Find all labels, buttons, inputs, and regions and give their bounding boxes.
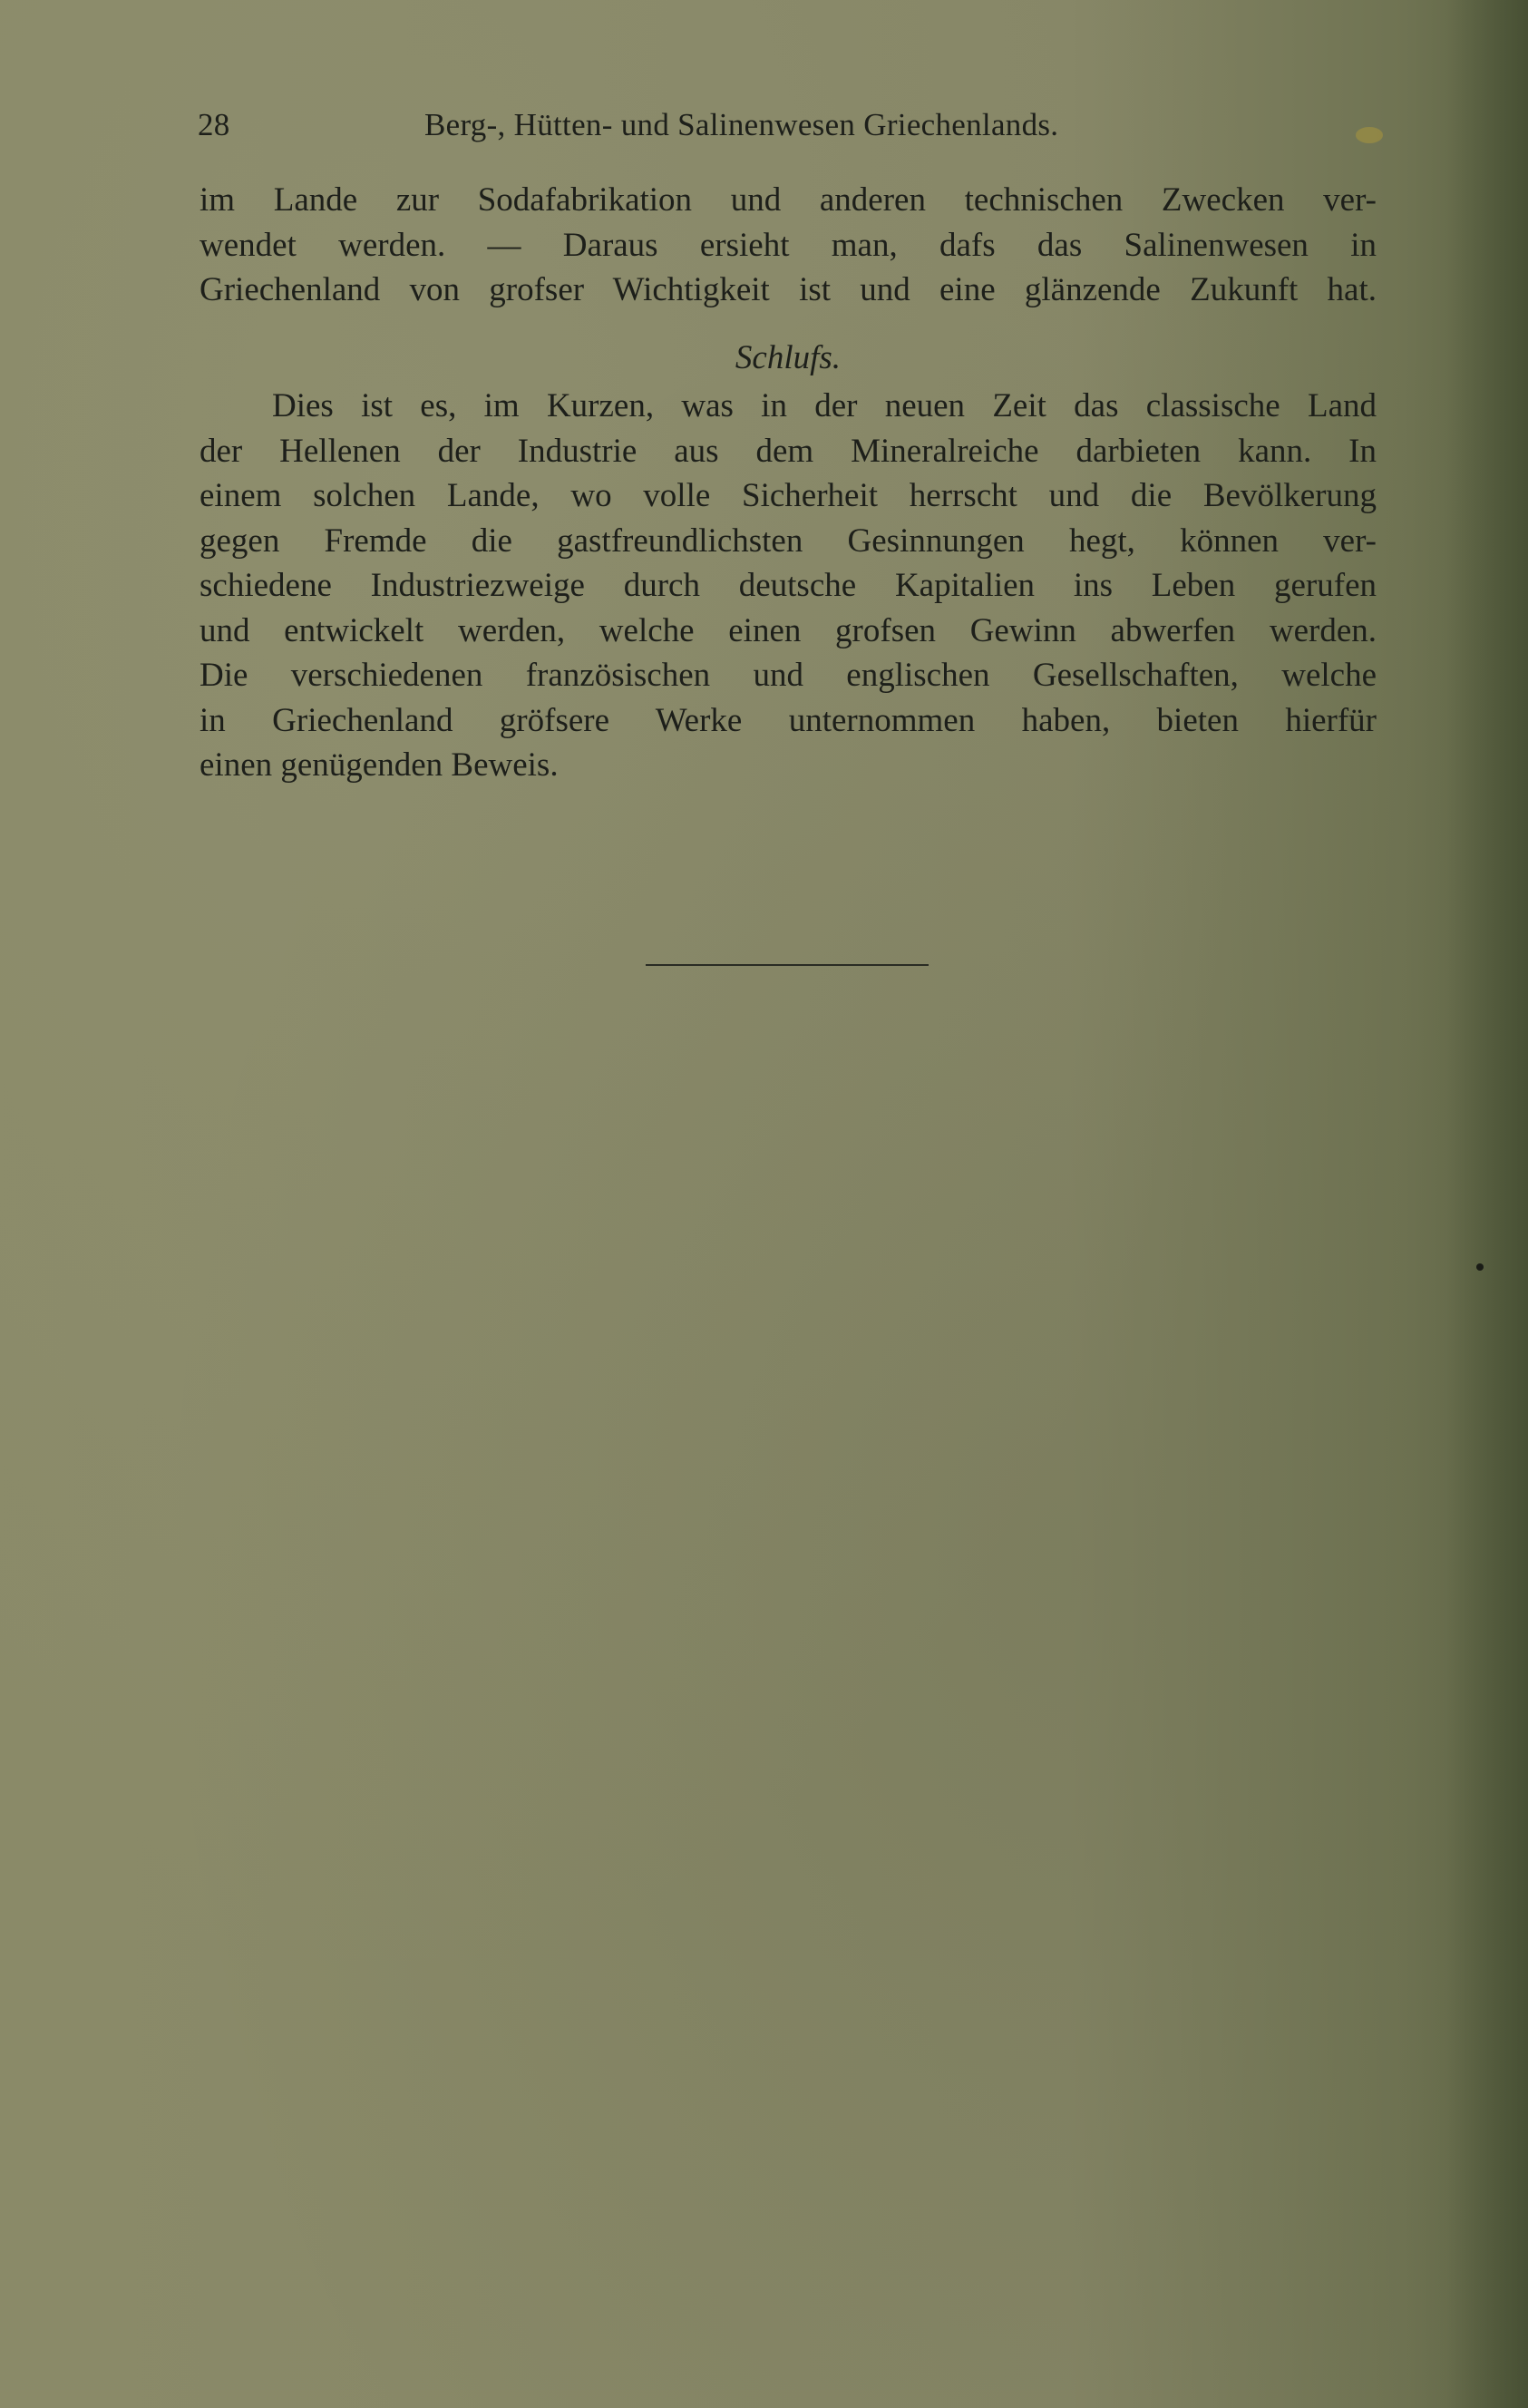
text-line: und entwickelt werden, welche einen grofsen Gewinn abwerfen werden.: [200, 611, 1377, 649]
page-header: [198, 107, 1377, 147]
ink-speck: [1476, 1263, 1484, 1271]
paragraph-continuation: [200, 178, 1377, 313]
paragraph-conclusion: [200, 384, 1377, 788]
text-line: Die verschiedenen französischen und englischen Gesellschaften, welche: [200, 657, 1377, 694]
text-line: einen genügenden Beweis.: [200, 746, 559, 784]
text-line: in Griechenland gröfsere Werke unternommen haben, bieten hierfür: [200, 701, 1377, 739]
text-line: im Lande zur Sodafabrikation und anderen technischen Zwecken ver-: [200, 181, 1377, 219]
section-heading: Schlufs.: [735, 338, 842, 376]
page-edge-shadow: [1446, 0, 1528, 2408]
main-text: [200, 178, 1377, 788]
text-line: schiedene Industriezweige durch deutsche Kapitalien ins Leben gerufen: [200, 567, 1377, 604]
text-line: gegen Fremde die gastfreundlichsten Gesinnungen hegt, können ver-: [200, 522, 1377, 560]
text-line: der Hellenen der Industrie aus dem Mineralreiche darbieten kann. In: [200, 432, 1377, 470]
text-line: Dies ist es, im Kurzen, was in der neuen Zeit das classische Land: [272, 387, 1377, 424]
running-title: Berg-, Hütten- und Salinenwesen Griechenlands.: [424, 107, 1059, 142]
page-number: 28: [198, 107, 230, 142]
text-line: wendet werden. — Daraus ersieht man, dafs das Salinenwesen in: [200, 226, 1377, 264]
text-line: Griechenland von grofser Wichtigkeit ist und eine glänzende Zukunft hat.: [200, 271, 1377, 308]
text-line: einem solchen Lande, wo volle Sicherheit herrscht und die Bevölkerung: [200, 477, 1377, 514]
end-rule: [646, 964, 929, 966]
